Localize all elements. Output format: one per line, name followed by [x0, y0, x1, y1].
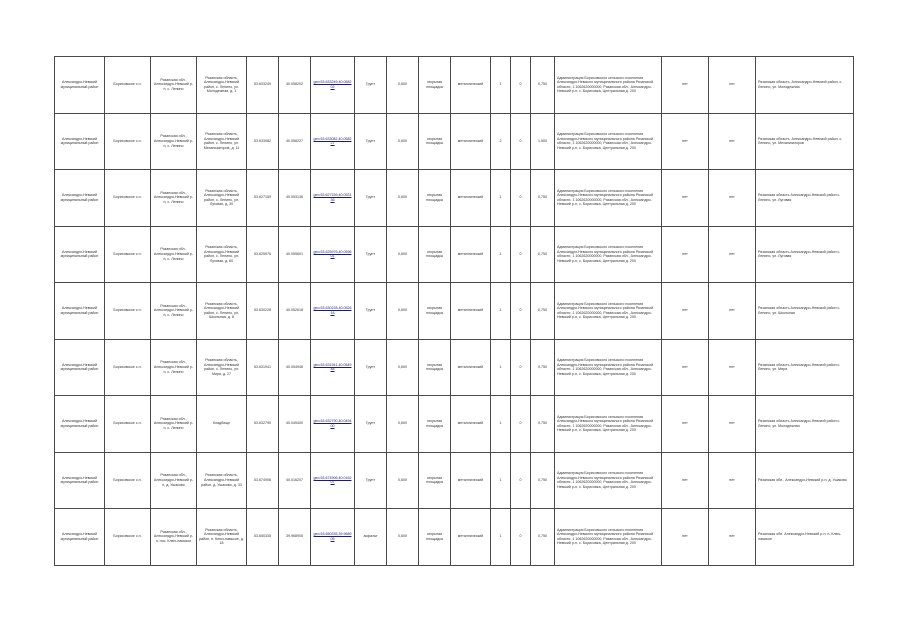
cell-address: Рязанская область, Александро-Невский район, с. Ленино, ул. Механизаторов, д. 11 [197, 113, 247, 170]
geo-link[interactable]: geo:53.630228,40.052618 [313, 306, 352, 315]
cell-district: Александро-Невский муниципальный район [55, 452, 105, 509]
geo-link[interactable]: geo:53.674906,40.016207 [313, 475, 352, 485]
cell-served-address: Рязанская область, Александро-Невский район, с. Ленино, ул. Механизаторов [756, 113, 854, 170]
cell-surface: Грунт [355, 226, 387, 283]
cell-col16: нет [662, 113, 709, 170]
cell-address: Рязанская область, Александро-Невский район, с. Ленино, ул. Молодежная, д. 1 [197, 57, 247, 114]
cell-settlement: Борисовское с.п. [105, 339, 151, 396]
cell-surface: Грунт [355, 283, 387, 340]
cell-area: 0,600 [387, 170, 419, 227]
cell-owner: Администрация Борисовского сельского поселения Александро-Невского муниципального района Рязанской области, 1 1062620000000, Рязанская обл., Александро-Невский р-н, с. Борисовка, Центральная д. 200 [555, 57, 662, 114]
cell-fence: металлический [451, 509, 491, 566]
cell-area: 0,600 [387, 509, 419, 566]
cell-container-count: 2 [491, 113, 511, 170]
cell-col17: нет [709, 452, 756, 509]
cell-settlement: Борисовское с.п. [105, 170, 151, 227]
cell-geo-link [311, 452, 355, 509]
cell-geo-link [311, 57, 355, 114]
cell-geo-link [311, 113, 355, 170]
cell-area: 0,600 [387, 452, 419, 509]
cell-geo-link [311, 396, 355, 453]
cell-volume: 0,750 [531, 57, 555, 114]
cell-locality: Рязанская обл., Александро-Невский р-н, с. Ленино [151, 396, 197, 453]
cell-locality: Рязанская обл., Александро-Невский р-н, с. Ленино [151, 170, 197, 227]
cell-col17: нет [709, 509, 756, 566]
cell-district: Александро-Невский муниципальный район [55, 396, 105, 453]
table-row [55, 396, 854, 453]
cell-longitude: 40.054948 [279, 339, 311, 396]
cell-volume: 0,750 [531, 339, 555, 396]
cell-latitude: 53.633082 [247, 113, 279, 170]
cell-col16: нет [662, 226, 709, 283]
cell-container-count: 1 [491, 509, 511, 566]
cell-extra-count: 0 [511, 226, 531, 283]
geo-link[interactable]: geo:53.633082,40.058227 [313, 136, 352, 146]
geo-link[interactable]: geo:53.627159,40.053136 [313, 193, 352, 202]
cell-area: 0,600 [387, 283, 419, 340]
cell-latitude: 53.625976 [247, 226, 279, 283]
cell-served-address: Рязанская область Александро-Невский район с. Ленино, ул. Луговая [756, 226, 854, 283]
cell-district: Александро-Невский муниципальный район [55, 57, 105, 114]
table-row [55, 226, 854, 283]
cell-served-address: Рязанская обл. Александро-Невский р-н, п. Ключ-ламское [756, 509, 854, 566]
cell-volume: 0,750 [531, 283, 555, 340]
cell-extra-count: 0 [511, 113, 531, 170]
cell-settlement: Борисовское с.п. [105, 113, 151, 170]
geo-link[interactable]: geo:53.625976,40.059601 [313, 249, 352, 259]
cell-owner: Администрация Борисовского сельского поселения Александро-Невского муниципального района Рязанской области, 1 1062620000000, Рязанская обл., Александро-Невский р-н, с. Борисовка, Центральная д. 200 [555, 226, 662, 283]
table-row [55, 170, 854, 227]
geo-link[interactable]: geo:53.633249,40.058202 [313, 80, 352, 89]
cell-col17: нет [709, 396, 756, 453]
cell-address: Рязанская область, Александро-Невский район, п. Ключ-ламское, д. 18 [197, 509, 247, 566]
cell-latitude: 53.674906 [247, 452, 279, 509]
cell-geo-link [311, 509, 355, 566]
cell-longitude: 39.968905 [279, 509, 311, 566]
cell-latitude: 53.631941 [247, 339, 279, 396]
cell-area: 0,600 [387, 396, 419, 453]
cell-site-type: открытая площадка [419, 396, 451, 453]
cell-geo-link [311, 283, 355, 340]
table-row [55, 57, 854, 114]
cell-address: Кладбище [197, 396, 247, 453]
cell-col16: нет [662, 170, 709, 227]
cell-col16: нет [662, 339, 709, 396]
cell-surface: Грунт [355, 452, 387, 509]
cell-fence: металлический [451, 339, 491, 396]
geo-link[interactable]: geo:53.650335,39.968905 [313, 532, 352, 541]
cell-served-address: Рязанская область Александро-Невский район с. Ленино, ул. Молодежная [756, 396, 854, 453]
cell-settlement: Борисовское с.п. [105, 452, 151, 509]
geo-link[interactable]: geo:53.632790,40.049400 [313, 419, 352, 428]
cell-col17: нет [709, 226, 756, 283]
cell-locality: Рязанская обл., Александро-Невский р-н, с. Ленино [151, 226, 197, 283]
cell-address: Рязанская область, Александро-Невский район, с. Ленино, ул. Школьная, д. 8 [197, 283, 247, 340]
cell-area: 0,600 [387, 57, 419, 114]
table-row [55, 283, 854, 340]
cell-fence: металлический [451, 170, 491, 227]
cell-col17: нет [709, 57, 756, 114]
cell-site-type: открытая площадка [419, 226, 451, 283]
cell-surface: Грунт [355, 339, 387, 396]
cell-extra-count: 0 [511, 283, 531, 340]
cell-address: Рязанская область, Александро-Невский район, с. Ленино, ул. Луговая, д. 60 [197, 226, 247, 283]
cell-fence: металлический [451, 226, 491, 283]
cell-district: Александро-Невский муниципальный район [55, 339, 105, 396]
cell-district: Александро-Невский муниципальный район [55, 113, 105, 170]
cell-col17: нет [709, 283, 756, 340]
cell-extra-count: 0 [511, 170, 531, 227]
cell-owner: Администрация Борисовского сельского поселения Александро-Невского муниципального района Рязанской области, 1 1062620000000, Рязанская обл., Александро-Невский р-н, с. Борисовка, Центральная д. 200 [555, 113, 662, 170]
cell-served-address: Рязанская обл., Александро-Невский р-н, д. Ушаково [756, 452, 854, 509]
cell-district: Александро-Невский муниципальный район [55, 226, 105, 283]
table-body [55, 57, 854, 566]
cell-owner: Администрация Борисовского сельского поселения Александро-Невского муниципального района Рязанской области, 1 1062620000000, Рязанская обл., Александро-Невский р-н, с. Борисовка, Центральная д. 200 [555, 396, 662, 453]
cell-fence: металлический [451, 396, 491, 453]
cell-longitude: 40.049400 [279, 396, 311, 453]
cell-container-count: 1 [491, 339, 511, 396]
table-row [55, 339, 854, 396]
cell-col16: нет [662, 283, 709, 340]
cell-longitude: 40.059601 [279, 226, 311, 283]
cell-surface: Грунт [355, 396, 387, 453]
cell-locality: Рязанская обл., Александро-Невский р-н, с. Ленино [151, 57, 197, 114]
cell-owner: Администрация Борисовского сельского поселения Александро-Невского муниципального района Рязанской области, 1 1062620000000, Рязанская обл., Александро-Невский р-н, с. Борисовка, Центральная д. 200 [555, 283, 662, 340]
cell-surface: Грунт [355, 170, 387, 227]
cell-container-count: 1 [491, 170, 511, 227]
cell-locality: Рязанская обл., Александро-Невский р-н, с. Ленино [151, 283, 197, 340]
cell-district: Александро-Невский муниципальный район [55, 283, 105, 340]
cell-area: 0,600 [387, 113, 419, 170]
cell-geo-link [311, 226, 355, 283]
cell-locality: Рязанская обл., Александро-Невский р-н, д. Ушаково [151, 452, 197, 509]
cell-latitude: 53.627159 [247, 170, 279, 227]
cell-extra-count: 0 [511, 396, 531, 453]
cell-geo-link [311, 339, 355, 396]
cell-site-type: открытая площадка [419, 170, 451, 227]
cell-fence: металлический [451, 57, 491, 114]
cell-extra-count: 0 [511, 57, 531, 114]
cell-area: 0,600 [387, 226, 419, 283]
cell-col16: нет [662, 57, 709, 114]
cell-locality: Рязанская обл., Александро-Невский р-н, пос. Ключ-ламское [151, 509, 197, 566]
cell-district: Александро-Невский муниципальный район [55, 170, 105, 227]
cell-container-count: 1 [491, 452, 511, 509]
cell-site-type: открытая площадка [419, 452, 451, 509]
cell-surface: асфальт [355, 509, 387, 566]
cell-settlement: Борисовское с.п. [105, 283, 151, 340]
cell-settlement: Борисовское с.п. [105, 226, 151, 283]
cell-site-type: открытая площадка [419, 509, 451, 566]
cell-col16: нет [662, 452, 709, 509]
cell-fence: металлический [451, 113, 491, 170]
cell-longitude: 40.058202 [279, 57, 311, 114]
cell-latitude: 53.632790 [247, 396, 279, 453]
cell-extra-count: 0 [511, 339, 531, 396]
cell-col17: нет [709, 170, 756, 227]
cell-volume: 0,750 [531, 226, 555, 283]
cell-served-address: Рязанская область Александро-Невский район с. Ленино, ул. Мира [756, 339, 854, 396]
cell-geo-link [311, 170, 355, 227]
cell-latitude: 53.650335 [247, 509, 279, 566]
cell-settlement: Борисовское с.п. [105, 396, 151, 453]
cell-site-type: открытая площадка [419, 339, 451, 396]
cell-latitude: 53.630228 [247, 283, 279, 340]
cell-surface: Грунт [355, 113, 387, 170]
cell-extra-count: 0 [511, 509, 531, 566]
cell-latitude: 53.633249 [247, 57, 279, 114]
cell-container-count: 1 [491, 57, 511, 114]
cell-site-type: открытая площадка [419, 283, 451, 340]
cell-owner: Администрация Борисовского сельского поселения Александро-Невского муниципального района Рязанской области, 1 1062620000000, Рязанская обл., Александро-Невский р-н, с. Борисовка, Центральная д. 200 [555, 170, 662, 227]
cell-owner: Администрация Борисовского сельского поселения Александро-Невского муниципального района Рязанской области, 1 1062620000000, Рязанская обл., Александро-Невский р-н, с. Борисовка, Центральная д. 200 [555, 452, 662, 509]
cell-longitude: 40.016207 [279, 452, 311, 509]
cell-served-address: Рязанская область Александро-Невский район с. Ленино, ул. Школьная [756, 283, 854, 340]
geo-link[interactable]: geo:53.631941,40.054948 [313, 362, 352, 372]
cell-longitude: 40.052618 [279, 283, 311, 340]
container-sites-table [54, 56, 854, 566]
cell-served-address: Рязанская область Александро-Невский район с. Ленино, ул. Луговая [756, 170, 854, 227]
cell-volume: 1,500 [531, 113, 555, 170]
cell-address: Рязанская область, Александро-Невский район, с. Ленино, ул. Мира, д. 27 [197, 339, 247, 396]
cell-settlement: Борисовское с.п. [105, 509, 151, 566]
cell-site-type: открытая площадка [419, 113, 451, 170]
cell-site-type: открытая площадка [419, 57, 451, 114]
cell-volume: 0,750 [531, 509, 555, 566]
cell-locality: Рязанская обл., Александро-Невский р-н, с. Ленино [151, 339, 197, 396]
cell-address: Рязанская область, Александро-Невский район, с. Ленино, ул. Луговая, д. 30 [197, 170, 247, 227]
cell-container-count: 1 [491, 226, 511, 283]
cell-address: Рязанская область, Александро-Невский район, д. Ушаково, д. 33 [197, 452, 247, 509]
cell-fence: металлический [451, 283, 491, 340]
cell-container-count: 1 [491, 396, 511, 453]
cell-col17: нет [709, 113, 756, 170]
cell-volume: 0,750 [531, 452, 555, 509]
cell-served-address: Рязанская область, Александро-Невский район, с. Ленино, ул. Молодежная [756, 57, 854, 114]
cell-volume: 0,750 [531, 396, 555, 453]
cell-owner: Администрация Борисовского сельского поселения Александро-Невского муниципального района Рязанской области, 1 1062620000000, Рязанская обл., Александро-Невский р-н, с. Борисовка, Центральная д. 200 [555, 509, 662, 566]
cell-longitude: 40.053136 [279, 170, 311, 227]
table-row [55, 113, 854, 170]
cell-container-count: 1 [491, 283, 511, 340]
cell-volume: 0,750 [531, 170, 555, 227]
cell-longitude: 40.058227 [279, 113, 311, 170]
cell-surface: Грунт [355, 57, 387, 114]
cell-col16: нет [662, 509, 709, 566]
cell-settlement: Борисовское с.п. [105, 57, 151, 114]
cell-locality: Рязанская обл., Александро-Невский р-н, с. Ленино [151, 113, 197, 170]
table-row [55, 509, 854, 566]
cell-owner: Администрация Борисовского сельского поселения Александро-Невского муниципального района Рязанской области, 1 1062620000000, Рязанская обл., Александро-Невский р-н, с. Борисовка, Центральная д. 200 [555, 339, 662, 396]
cell-area: 0,600 [387, 339, 419, 396]
cell-district: Александро-Невский муниципальный район [55, 509, 105, 566]
cell-col16: нет [662, 396, 709, 453]
cell-fence: металлический [451, 452, 491, 509]
cell-col17: нет [709, 339, 756, 396]
table-row [55, 452, 854, 509]
cell-extra-count: 0 [511, 452, 531, 509]
